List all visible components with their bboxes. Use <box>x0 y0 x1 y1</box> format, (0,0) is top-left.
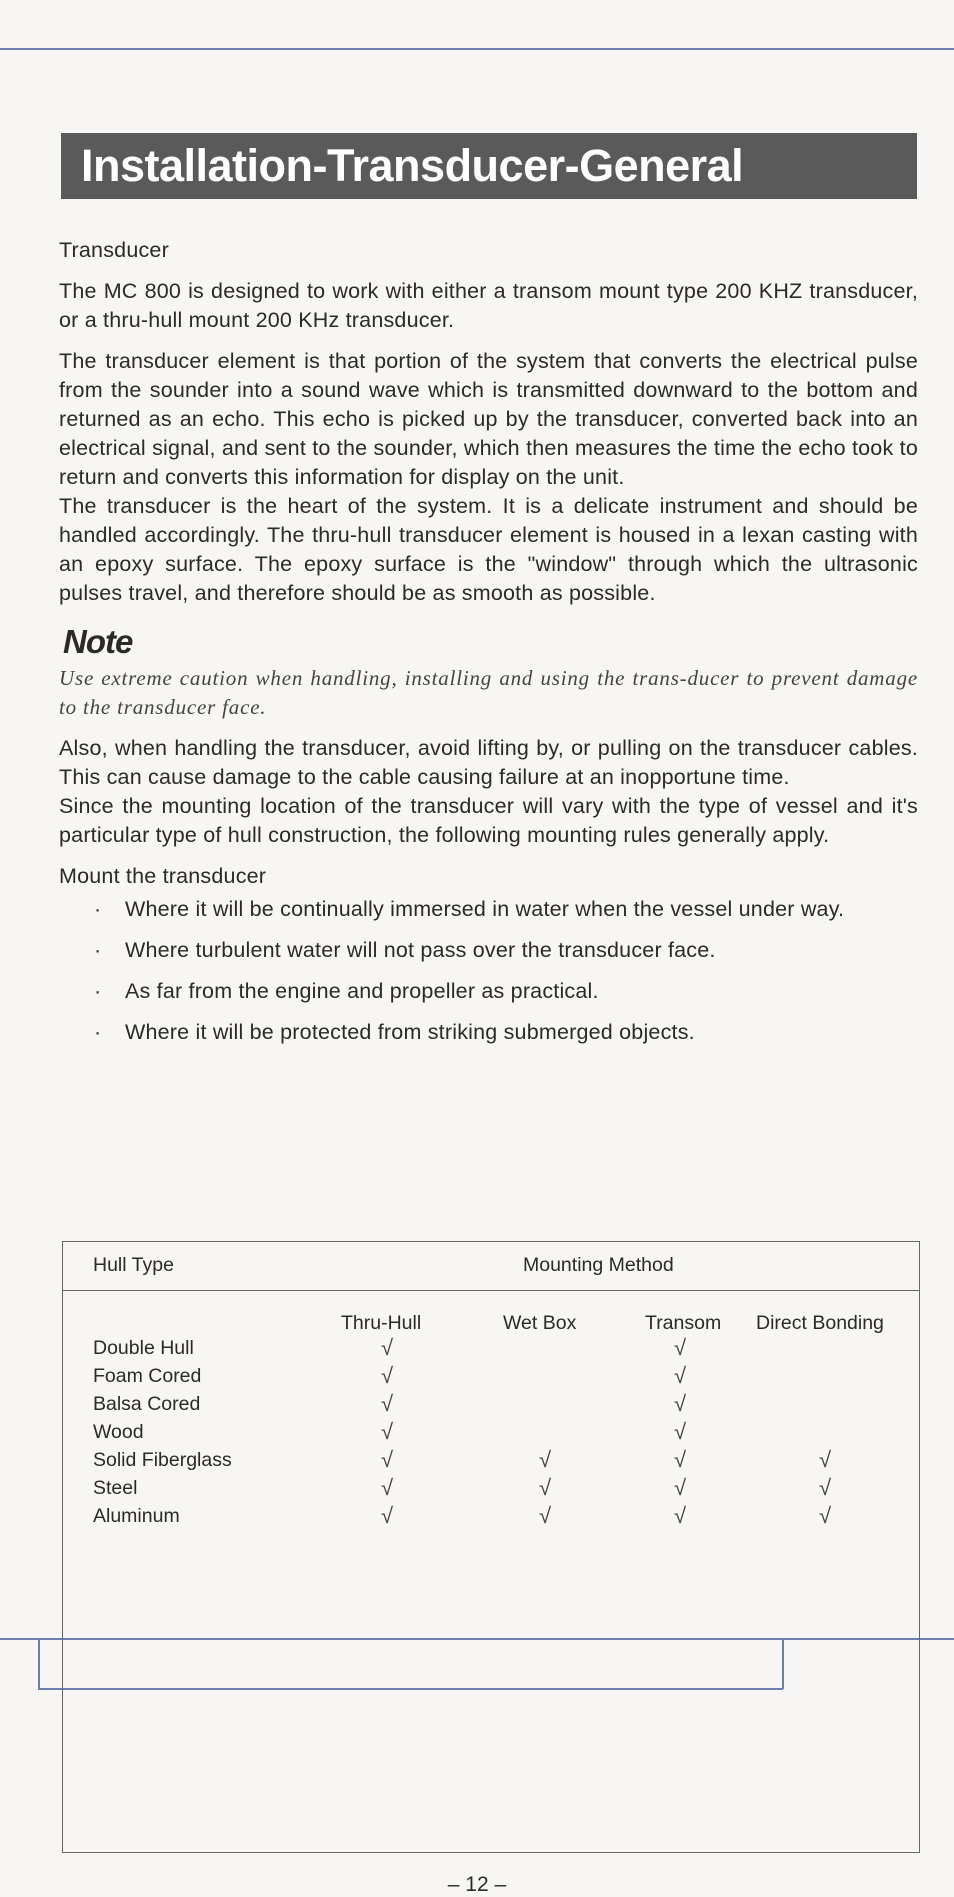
mounting-method-header: Mounting Method <box>523 1254 674 1276</box>
list-item: · Where turbulent water will not pass over the transducer face. <box>59 936 918 965</box>
header-divider <box>63 1290 919 1291</box>
checkmark-icon: √ <box>819 1475 832 1500</box>
hull-type-header: Hull Type <box>93 1254 174 1276</box>
note-heading: Note <box>63 623 133 660</box>
top-rule <box>0 48 954 50</box>
checkmark-icon: √ <box>674 1335 687 1360</box>
page-title: Installation-Transducer-General <box>61 133 917 199</box>
checkmark-icon: √ <box>381 1335 394 1360</box>
checkmark-icon: √ <box>674 1447 687 1472</box>
mount-rules-list <box>59 895 918 1047</box>
hull-type-cell: Foam Cored <box>93 1365 202 1387</box>
checkmark-icon: √ <box>381 1363 394 1388</box>
column-header-thru-hull: Thru-Hull <box>341 1312 422 1334</box>
bullet-icon: · <box>94 979 102 1003</box>
bottom-left-tick <box>38 1638 40 1689</box>
column-header-direct-bonding: Direct Bonding <box>756 1312 884 1334</box>
section-label: Transducer <box>59 238 169 262</box>
checkmark-icon: √ <box>819 1503 832 1528</box>
checkmark-icon: √ <box>674 1419 687 1444</box>
hull-type-cell: Aluminum <box>93 1505 180 1527</box>
hull-type-cell: Wood <box>93 1421 144 1443</box>
hull-type-cell: Double Hull <box>93 1337 194 1359</box>
mounting-method-table <box>62 1241 920 1853</box>
checkmark-icon: √ <box>381 1503 394 1528</box>
hull-type-cell: Solid Fiberglass <box>93 1449 232 1471</box>
checkmark-icon: √ <box>539 1503 552 1528</box>
paragraph-2: The transducer element is that portion of the system that converts the electrical pulse from the sounder into a sound wave which is transmitted downward to the bottom and returned as an echo. This echo is picked up by the transducer, converted back into an electrical signal, and sent to the sounder, which then measures the time the echo took to return and converts this information for display on the unit. <box>59 349 918 489</box>
paragraph-1: The MC 800 is designed to work with either a transom mount type 200 KHZ transducer, or a thru-hull mount 200 KHz transducer. <box>59 279 918 332</box>
bullet-icon: · <box>94 1020 102 1044</box>
paragraph-5: Since the mounting location of the transducer will vary with the type of vessel and it's particular type of hull construction, the following mounting rules generally apply. <box>59 794 918 847</box>
paragraph-3: The transducer is the heart of the system. It is a delicate instrument and should be handled accordingly. The thru-hull transducer element is housed in a lexan casting with an epoxy surface. The epoxy surface is the "window" through which the ultrasonic pulses travel, and therefore should be as smooth as possible. <box>59 494 918 605</box>
checkmark-icon: √ <box>674 1475 687 1500</box>
checkmark-icon: √ <box>819 1447 832 1472</box>
bullet-icon: · <box>94 897 102 921</box>
checkmark-icon: √ <box>674 1363 687 1388</box>
checkmark-icon: √ <box>674 1503 687 1528</box>
bullet-icon: · <box>94 938 102 962</box>
checkmark-icon: √ <box>674 1391 687 1416</box>
mount-intro: Mount the transducer <box>59 864 267 888</box>
column-header-transom: Transom <box>645 1312 722 1334</box>
paragraph-4: Also, when handling the transducer, avoid lifting by, or pulling on the transducer cables. This can cause damage to the cable causing failure at an inopportune time. <box>59 736 918 789</box>
hull-type-cell: Steel <box>93 1477 138 1499</box>
list-item: · Where it will be continually immersed in water when the vessel under way. <box>59 895 918 924</box>
checkmark-icon: √ <box>539 1475 552 1500</box>
checkmark-icon: √ <box>381 1419 394 1444</box>
checkmark-icon: √ <box>381 1447 394 1472</box>
column-header-wet-box: Wet Box <box>503 1312 577 1334</box>
checkmark-icon: √ <box>539 1447 552 1472</box>
checkmark-icon: √ <box>381 1475 394 1500</box>
hull-type-cell: Balsa Cored <box>93 1393 201 1415</box>
note-text: Use extreme caution when handling, installing and using the trans-ducer to prevent damage to the transducer face. <box>59 666 918 719</box>
page-number: – 12 – <box>447 1873 507 1896</box>
list-item: · As far from the engine and propeller as practical. <box>59 977 918 1006</box>
list-item: · Where it will be protected from striking submerged objects. <box>59 1018 918 1047</box>
checkmark-icon: √ <box>381 1391 394 1416</box>
body-text <box>59 236 918 1059</box>
